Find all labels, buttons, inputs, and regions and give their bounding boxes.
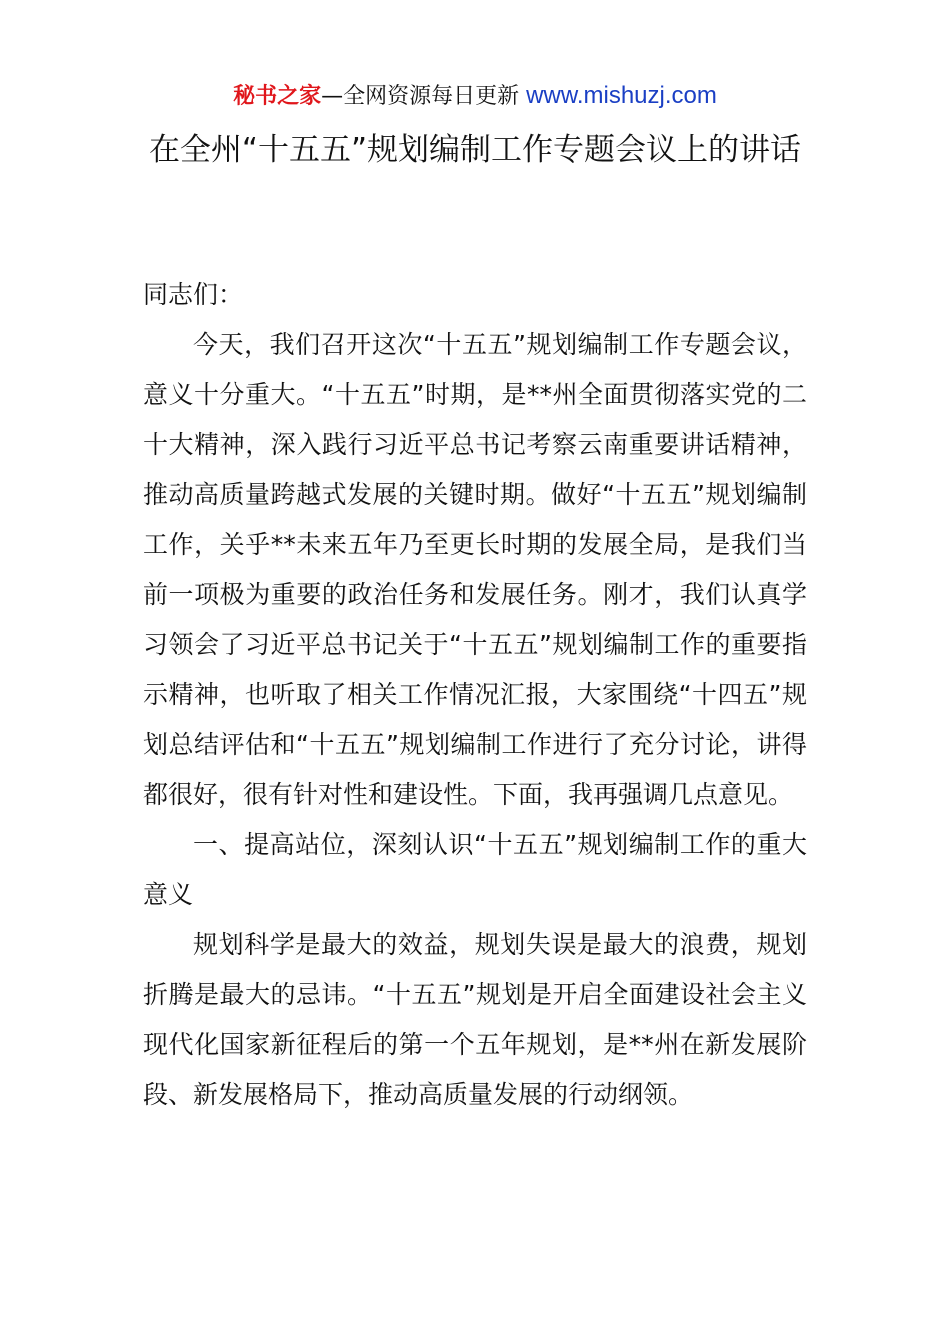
section-heading-1: 一、提高站位，深刻认识“十五五”规划编制工作的重大意义 xyxy=(143,830,807,909)
paragraph-section-1: 规划科学是最大的效益，规划失误是最大的浪费，规划折腾是最大的忌讳。“十五五”规划是开启全面建设社会主义现代化国家新征程后的第一个五年规划，是**州在新发展阶段、新发展格局下，推动高质量发展的行动纲领。 xyxy=(143,930,807,1109)
brand-name: 秘书之家 xyxy=(233,84,322,109)
site-header xyxy=(0,80,950,113)
salutation: 同志们： xyxy=(143,280,244,309)
paragraph-intro: 今天，我们召开这次“十五五”规划编制工作专题会议，意义十分重大。“十五五”时期，是**州全面贯彻落实党的二十大精神，深入践行习近平总书记考察云南重要讲话精神，推动高质量跨越式发展的关键时期。做好“十五五”规划编制工作，关乎**未来五年乃至更长时期的发展全局，是我们当前一项极为重要的政治任务和发展任务。刚才，我们认真学习领会了习近平总书记关于“十五五”规划编制工作的重要指示精神，也听取了相关工作情况汇报，大家围绕“十四五”规划总结评估和“十五五”规划编制工作进行了充分讨论，讲得都很好，很有针对性和建设性。下面，我再强调几点意见。 xyxy=(143,330,807,809)
document-title: 在全州“十五五”规划编制工作专题会议上的讲话 xyxy=(148,132,802,168)
site-url-link[interactable]: www.mishuzj.com xyxy=(526,82,717,109)
site-tagline: —全网资源每日更新 xyxy=(321,84,527,109)
document-body xyxy=(143,270,807,1120)
